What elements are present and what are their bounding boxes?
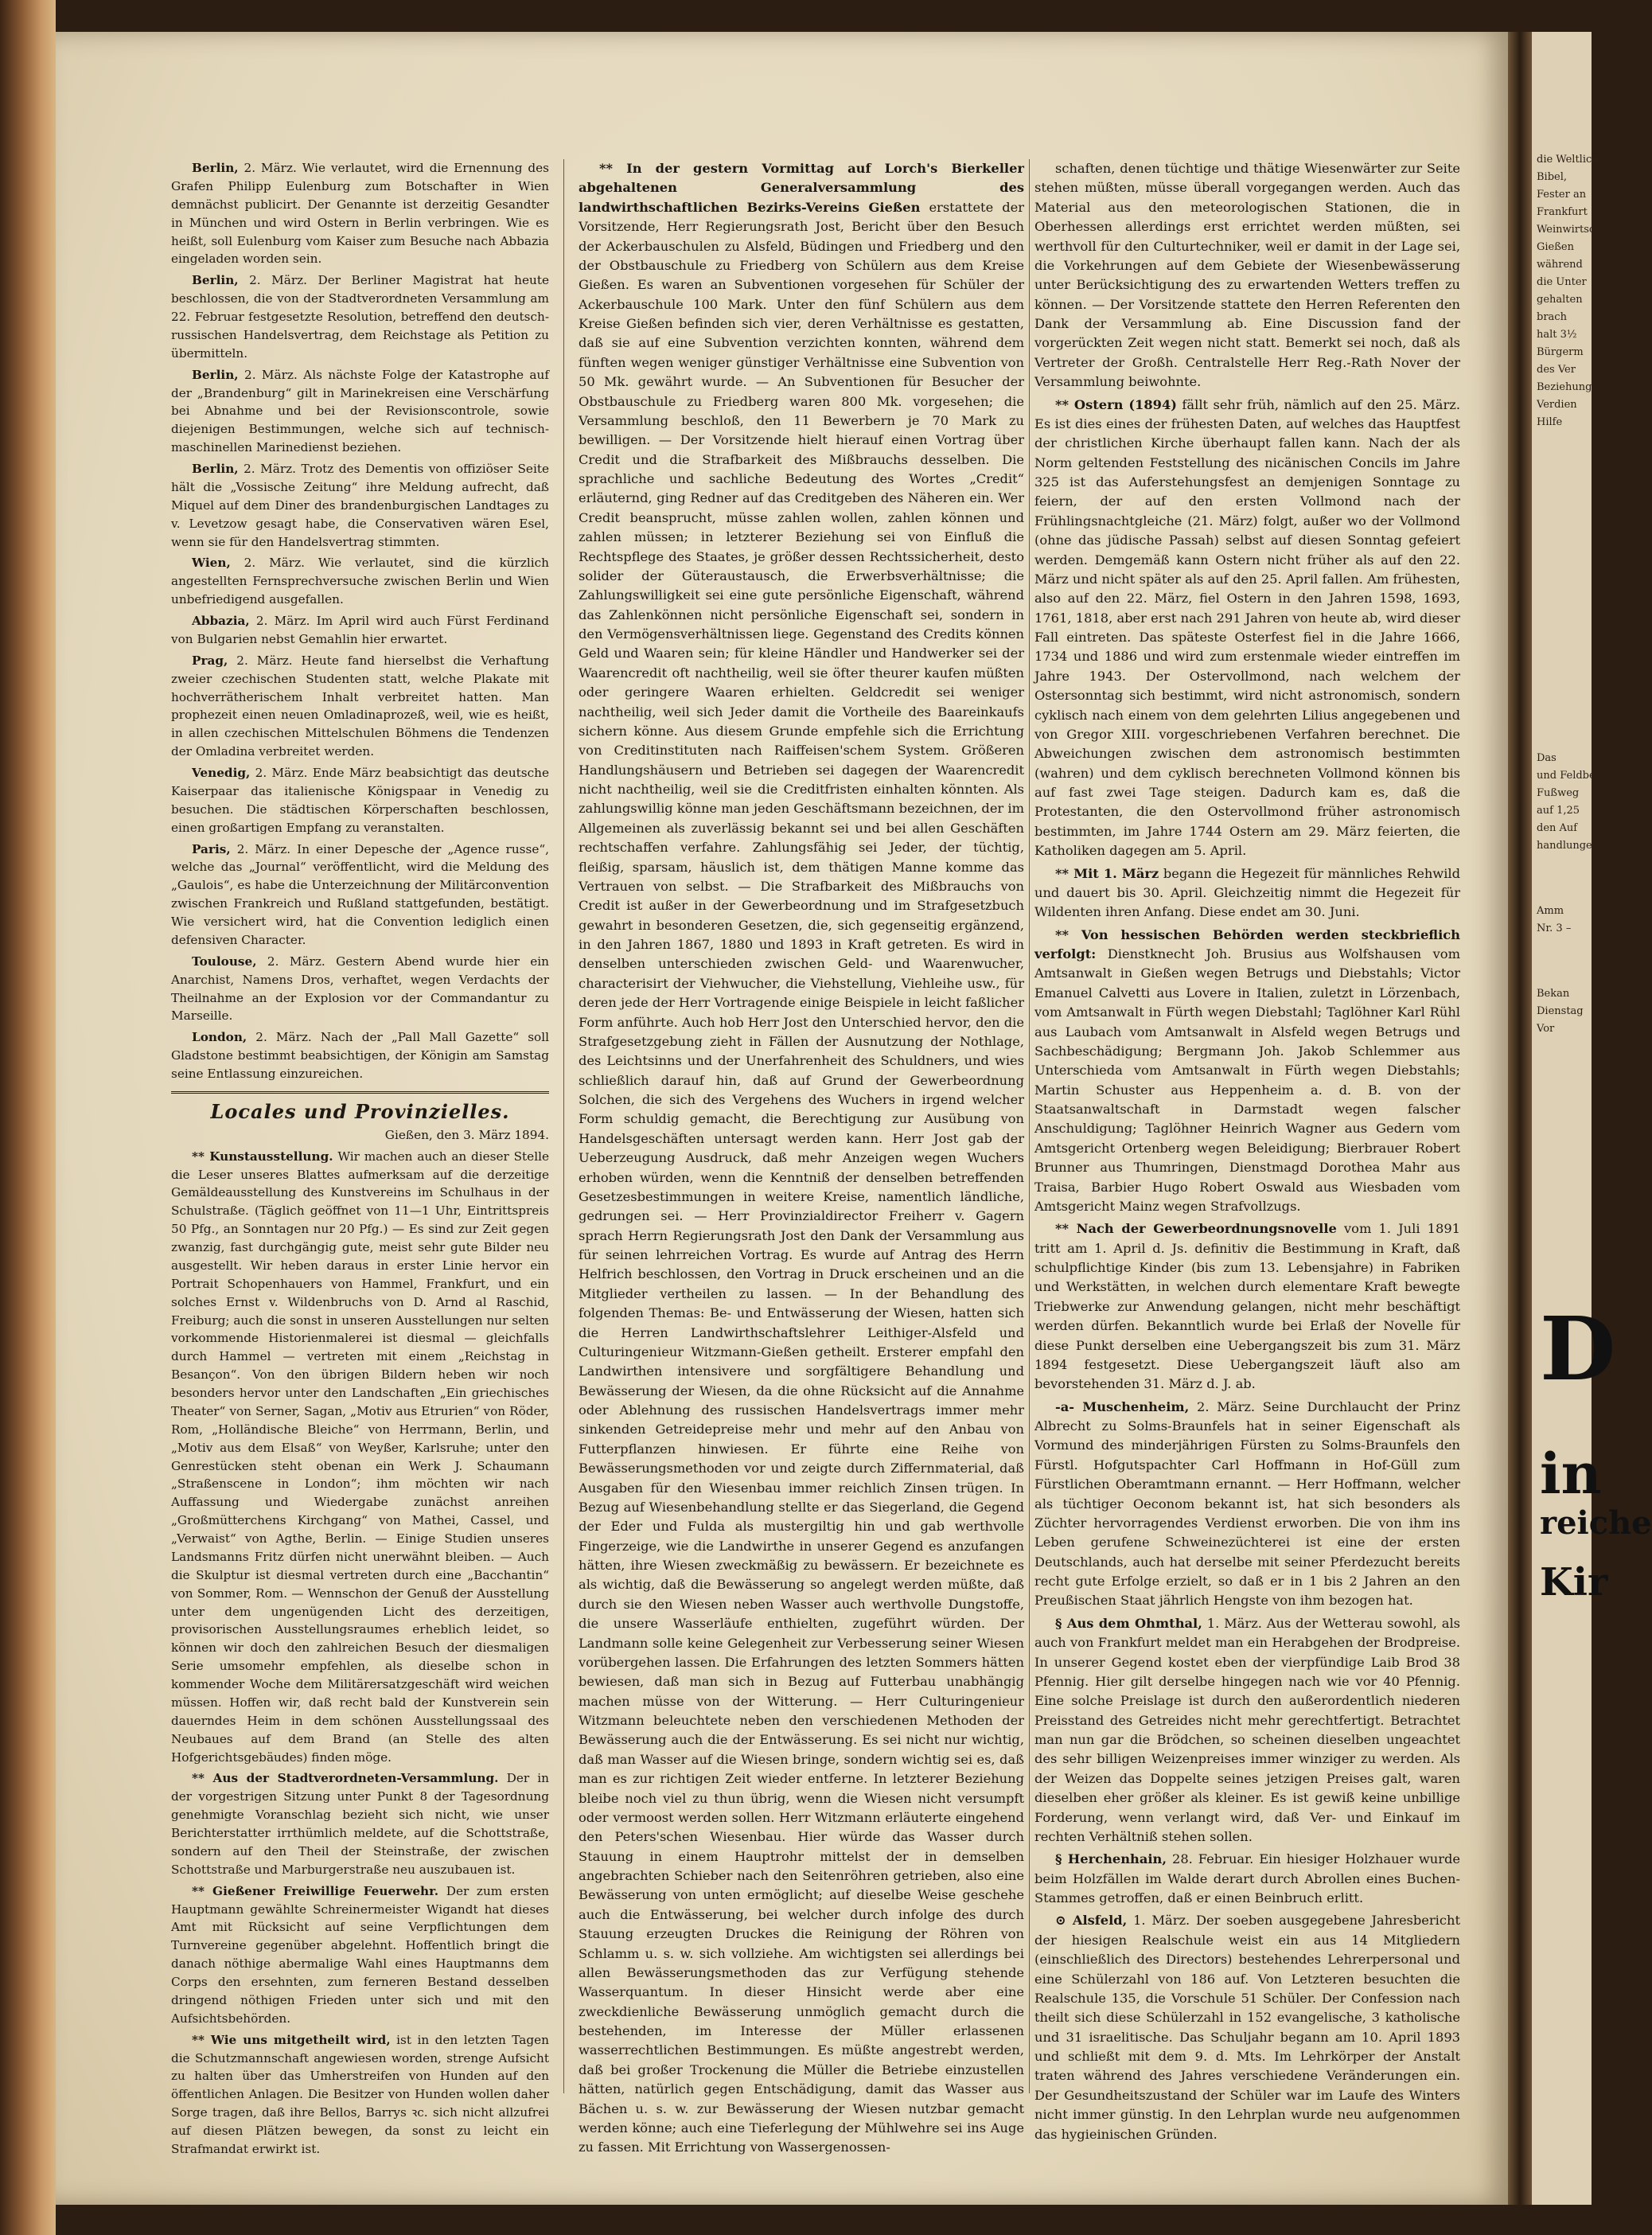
adjacent-page-line: brach xyxy=(1537,311,1567,323)
paragraph-text: Dienstknecht Joh. Brusius aus Wolfshausen vom Amtsanwalt in Gießen wegen Betrugs und Diebstahls; Victor Emanuel Calvetti aus Lovere in Italien, zuletzt in Lörzenbach, vom Amtsanwalt in Fürth wegen Diebstahl; Taglöhner Karl Rühl aus Laubach vom Amtsanwalt in Alsfeld wegen Betrugs und Sachbeschädigung; Bergmann Joh. Jakob Schlemmer aus Unterschieda vom Amtsanwalt in Fürth wegen Diebstahls; Martin Schuster aus Heppenheim a. d. B. von der Staatsanwaltschaft in Darmstadt wegen falscher Anschuldigung; Taglöhner Heinrich Wagner aus Gedern vom Amtsgericht Ortenberg wegen Beleidigung; Bierbrauer Robert Brunner aus Thumringen, Dienstmagd Dorothea Mahr aus Traisa, Barbier Hugo Robert Oswald aus Wiesbaden vom Amtsgericht Mainz wegen Strafvollzugs. xyxy=(1034,946,1460,1214)
adjacent-page-fragment xyxy=(1532,32,1652,2205)
adjacent-page-line: die Weltlich xyxy=(1537,154,1599,166)
paragraph-text: 2. März. Der Berliner Magistrat hat heute beschlossen, die von der Stadtverordneten Versammlung am 22. Februar festgesetzte Resolution, betreffend den deutsch-russischen Handelsvertrag, dem Reichstage als Petition zu übermitteln. xyxy=(171,273,549,361)
adjacent-page-line: Bekan xyxy=(1537,988,1570,1000)
paragraph-text: 1. März. Der soeben ausgegebene Jahresbericht der hiesigen Realschule weist ein aus 14 Mitgliedern (einschließlich des Directors) bestehendes Lehrerpersonal und eine Schülerzahl von 186 auf. Von Letzteren besuchten die Realschule 135, die Vorschule 51 Schüler. Der Confession nach theilt sich diese Schülerzahl in 152 evangelische, 3 katholische und 31 israelitische. Das Schuljahr begann am 10. April 1893 und schließt mit dem 9. d. Mts. Im Lehrkörper der Anstalt traten während des Jahres verschiedene Veränderungen ein. Der Gesundheitszustand der Schüler war im Laufe des Winters nicht immer günstig. In den Lehrplan wurde neu aufgenommen das hygieinischen Gründen. xyxy=(1034,1913,1460,2142)
adjacent-page-line: Dienstag xyxy=(1537,1005,1584,1017)
paragraph xyxy=(171,1882,549,2028)
article-body xyxy=(1034,159,1460,2144)
paragraph-text: erstattete der Vorsitzende, Herr Regierungsrath Jost, Bericht über den Besuch der Ackerbauschulen zu Alsfeld, Büdingen und Friedberg und den der Obstbauschule zu Friedberg von Schülern aus dem Kreise Gießen. Es waren an Subventionen vorgesehen für Schüler der Ackerbauschule 100 Mark. Unter den fünf Schülern aus dem Kreise Gießen befinden sich vier, deren Verhältnisse es gestatten, daß sie auf eine Subvention verzichten konnten, während dem fünften wegen weniger günstiger Verhältnisse eine Subvention von 50 Mk. gewährt wurde. — An Subventionen für Besucher der Obstbauschule zu Friedberg waren 800 Mk. vorgesehen; die Versammlung beschloß, den 11 Bewerbern je 70 Mark zu bewilligen. — Der Vorsitzende hielt hierauf einen Vortrag über Credit und die Strafbarkeit des Mißbrauchs desselben. Die sprachliche und sachliche Bedeutung des Wortes „Credit“ erläuternd, ging Redner auf das Creditgeben des Näheren ein. Wer Credit beansprucht, müsse zahlen wollen, zahlen können und zahlen müssen; in letzterer Beziehung sei von Einfluß die Rechtspflege des Staates, je größer dessen Rechtssicherheit, desto solider der Güteraustausch, die Erwerbsverhältnisse; die Zahlungswilligkeit sei eine gute persönliche Eigenschaft, während das Zahlenkönnen nicht persönliche Eigenschaft sei, sondern in den Vermögensverhältnissen liege. Gegenstand des Credits können Geld und Waaren sein; für kleine Händler und Handwerker sei der Waarencredit oft nachtheilig, weil sie öfter theurer kaufen müßten oder geringere Waaren erhielten. Geldcredit sei weniger nachtheilig, weil sich Jeder damit die Vortheile des Baareinkaufs sichern könne. Aus diesem Grunde empfehle sich die Errichtung von Creditinstituten nach Raiffeisen'schem System. Größeren Handlungshäusern und Betrieben sei dagegen der Waarencredit nicht nachtheilig, weil sie die Creditfristen einhalten könnten. Als zahlungswillig könne man jeden Geschäftsmann bezeichnen, der im Allgemeinen als zuverlässig bekannt sei und bei allen Geschäften rechtschaffen verfahre. Zahlungsfähig sei Jeder, der tüchtig, fleißig, sparsam, häuslich ist, dem thätigen Manne komme das Vertrauen von selbst. — Die Strafbarkeit des Mißbrauchs von Credit ist außer in der Gewerbeordnung und im Strafgesetzbuch gewahrt in besonderen Gesetzen, die, sich gegenseitig ergänzend, in den Jahren 1867, 1880 und 1893 in Kraft getreten. Es wird in denselben unterschieden zwischen Geld- und Waarenwucher, characterisirt der Viehwucher, die Viehstellung, Viehleihe usw., für deren jede der Herr Vortragende einige Beispiele in leicht faßlicher Form anführte. Auch hob Herr Jost den Unterschied hervor, den die Strafgesetzgebung zieht in Fällen der Ausnutzung der Nothlage, des Leichtsinns und der Unerfahrenheit des Schuldners, und wies schließlich darauf hin, daß auf Grund der Gewerbeordnung Solchen, die sich des Vergehens des Wuchers in irgend welcher Form schuldig gemacht, die Berechtigung zur Ausübung von Handelsgeschäften untersagt werden kann. Herr Jost gab der Ueberzeugung Ausdruck, daß mehr Anzeigen wegen Wuchers erhoben würden, wenn die Kenntniß der denselben betreffenden Gesetzesbestimmungen in weitere Kreise, namentlich ländliche, gedrungen sei. — Herr Provinzialdirector Freiherr v. Gagern sprach Herrn Regierungsrath Jost den Dank der Versammlung aus für seinen lehrreichen Vortrag. Es wurde auf Antrag des Herrn Helfrich beschlossen, den Vortrag in Druck erscheinen und an die Mitglieder vertheilen zu lassen. — In der Behandlung des folgenden Themas: Be- und Entwässerung der Wiesen, hatten sich die Herren Landwirthschaftslehrer Leithiger-Alsfeld und Culturingenieur Witzmann-Gießen getheilt. Ersterer empfahl den Landwirthen intensivere und sorgfältigere Behandlung und Bewässerung der Wiesen, da die ohne Rücksicht auf die Annahme oder Ablehnung des russischen Handelsvertrags immer mehr sinkenden Getreidepreise mehr und mehr auf den Anbau von Futterpflanzen hinwiesen. Er führte eine Reihe von Bewässerungsmethoden vor und zeigte durch Ziffernmaterial, daß Ausgaben für den Wiesenbau immer reichlich Zinsen trügen. In Bezug auf Wiesenbehandlung stellte er das Siegerland, die Gegend der Eder und Fulda als mustergiltig hin und gab werthvolle Fingerzeige, wie die Landwirthe in unserer Gegend es anzufangen hätten, ihre Wiesen zweckmäßig zu bewässern. Er bezeichnete es als wichtig, daß die Bewässerung so angelegt werden müßte, daß durch sie den Wiesen neben Wasser auch werthvolle Dungstoffe, die unsere Wasserläufe enthielten, zugeführt würden. Der Landmann solle keine Gelegenheit zur Verbesserung seiner Wiesen vorübergehen lassen. Die Erfahrungen des letzten Sommers hätten bewiesen, daß man sich in Bezug auf Futterbau unabhängig machen müsse von der Witterung. — Herr Culturingenieur Witzmann beleuchtete neben den verschiedenen Methoden der Bewässerung auch die der Entwässerung. Es sei nicht nur wichtig, daß man Wasser auf die Wiesen bringe, sondern wichtig sei es, daß man es zur richtigen Zeit wieder entferne. In letzterer Beziehung bleibe noch viel zu thun übrig, wenn die Wiesen nicht versumpft oder vermoost werden sollen. Herr Witzmann erläuterte eingehend den Peters'schen Wiesenbau. Hier würde das Wasser durch Stauung in einem Hauptrohr mittelst der in demselben angebrachten Schieber nach den Seitenröhren getrieben, also eine Bewässerung von unten ermöglicht; auf dieselbe Weise geschehe auch die Entwässerung, bei welcher durch infolge des durch Stauung erzeugten Druckes die Reinigung der Röhren von Schlamm u. s. w. sich vollziehe. Am wichtigsten sei allerdings bei allen Bewässerungsmethoden das zur Verfügung stehende Wasserquantum. In dieser Hinsicht werde aber eine zweckdienliche Bewässerung unmöglich gemacht durch die bestehenden, im Interesse der Müller erlassenen wasserrechtlichen Bestimmungen. Es müßte angestrebt werden, daß bei großer Trockenung die Müller die Betriebe einzustellen hätten, natürlich gegen Entschädigung, damit das Wasser aus Bächen u. s. w. zur Bewässerung der Wiesen nutzbar gemacht werden könne; auch eine Tieferlegung der Mühlwehre sei ins Auge zu fassen. Mit Errichtung von Wassergenossen- xyxy=(579,199,1025,2155)
paragraph-lead: § Aus dem Ohmthal, xyxy=(1055,1615,1202,1631)
adjacent-page-line: gehalten xyxy=(1537,294,1583,306)
paragraph-lead: ** Wie uns mitgetheilt wird, xyxy=(192,2032,391,2047)
dateline: Gießen, den 3. März 1894. xyxy=(384,1127,549,1142)
adjacent-page-line: Amm xyxy=(1537,905,1564,917)
adjacent-page-line: halt 3½ xyxy=(1537,329,1577,341)
paragraph-text: 2. März. Nach der „Pall Mall Gazette“ soll Gladstone bestimmt beabsichtigen, der Königin am Samstag seine Entlassung einzureichen. xyxy=(171,1030,549,1081)
column-divider xyxy=(1029,159,1030,2093)
paragraph-text: 2. März. Trotz des Dementis von offiziöser Seite hält die „Vossische Zeitung“ ihre Meldung aufrecht, daß Miquel auf dem Diner des brandenburgischen Landtages zu v. Levetzow gesagt habe, die Conservativen wären Esel, wenn sie für den Handelsvertrag stimmten. xyxy=(171,462,549,549)
adjacent-page-line: Verdien xyxy=(1537,399,1577,411)
paragraph xyxy=(171,159,549,268)
paragraph xyxy=(1034,1614,1460,1847)
adjacent-page-line: während xyxy=(1537,259,1583,271)
paragraph xyxy=(171,1148,549,1767)
paragraph xyxy=(1034,159,1460,392)
paragraph-lead: Paris, xyxy=(192,841,231,856)
paragraph xyxy=(171,2031,549,2159)
paragraph-text: Der in der vorgestrigen Sitzung unter Punkt 8 der Tagesordnung genehmigte Voranschlag bezieht sich nicht, wie unser Berichterstatter irrthümlich meldete, auf die Schottstraße, sondern auf den Theil der Steinstraße, der zwischen Schottstraße und Marburgerstraße neu auszubauen ist. xyxy=(171,1771,549,1877)
adjacent-page-line: den Auf xyxy=(1537,822,1578,834)
paragraph xyxy=(171,841,549,950)
paragraph-lead: ** Ostern (1894) xyxy=(1055,396,1177,412)
paragraph-lead: Berlin, xyxy=(192,161,239,175)
paragraph-text: fällt sehr früh, nämlich auf den 25. März. Es ist dies eines der frühesten Daten, auf welches das Hauptfest der christlichen Kirche überhaupt fallen kann. Nach der als Norm geltenden Feststellung des nicänischen Concils im Jahre 325 ist das Auferstehungsfest an demjenigen Sonntage zu feiern, der auf den ersten Vollmond nach der Frühlingsnachtgleiche (21. März) folgt, außer wo der Vollmond (ohne das jüdische Passah) selbst auf diesen Sonntag gefeiert werden. Demgemäß kann Ostern nicht früher als auf den 22. März und nicht später als auf den 25. April fallen. Am frühesten, also auf den 22. März, fiel Ostern in den Jahren 1598, 1693, 1761, 1818, aber erst nach 291 Jahren von heute ab, wird dieser Fall eintreten. Das späteste Osterfest fiel in die Jahre 1666, 1734 und 1886 und wird zum erstenmale wieder eintreffen im Jahre 1943. Der Ostervollmond, nach welchem der Ostersonntag sich bestimmt, wird nicht astronomisch, sondern cyklisch nach einem von dem gelehrten Lilius angegebenen und von Gregor XIII. vorgeschriebenen Verfahren berechnet. Die Abweichungen zwischen dem astronomisch bestimmten (wahren) und dem cyklisch berechneten Vollmond können bis auf fast zwei Tage steigen. Dadurch kam es, daß die Protestanten, die den Ostervollmond früher astronomisch bestimmten, im Jahre 1744 Ostern am 29. März feierten, die Katholiken dagegen am 5. April. xyxy=(1034,396,1460,859)
paragraph-text: 2. März. Ende März beabsichtigt das deutsche Kaiserpaar das italienische Königspaar in Venedig zu besuchen. Die städtischen Körperschaften beschlossen, einen großartigen Empfang zu veranstalten. xyxy=(171,766,549,835)
paragraph xyxy=(1034,1398,1460,1611)
paragraph-lead: Venedig, xyxy=(192,766,251,780)
paragraph-text: ist in den letzten Tagen die Schutzmannschaft angewiesen worden, strenge Aufsicht zu halten über das Umherstreifen von Hunden auf den öffentlichen Anlagen. Die Besitzer von Hunden wollen daher Sorge tragen, daß ihre Bellos, Barrys ꝛc. sich nicht allzufrei auf diesen Plätzen bewegen, da sonst zu leicht ein Strafmandat erwirkt ist. xyxy=(171,2032,549,2156)
paragraph xyxy=(171,953,549,1026)
adjacent-page-headline-3: reiche xyxy=(1540,1504,1652,1542)
paragraph-lead: Prag, xyxy=(192,653,228,668)
column-2 xyxy=(579,159,1024,2158)
paragraph-text: 2. März. Wie verlautet, wird die Ernennung des Grafen Philipp Eulenburg zum Botschafter in Wien demnächst publicirt. Der Genannte ist derzeitig Gesandter in München und wird Ostern in Berlin verbringen. Wie es heißt, soll Eulenburg vom Kaiser zum Besuche nach Abbazia eingeladen worden sein. xyxy=(171,161,549,267)
paragraph xyxy=(171,271,549,362)
adjacent-page-text xyxy=(1537,151,1602,1038)
paragraph-text: begann die Hegezeit für männliches Rehwild und dauert bis 30. April. Gleichzeitig nimmt die Hegezeit für Wildenten ihren Anfang. Diese endet am 30. Juni. xyxy=(1034,865,1461,920)
adjacent-page-headline-4: Kir xyxy=(1540,1560,1608,1605)
paragraph-lead: ** In der gestern Vormittag auf Lorch's Bierkeller abgehaltenen Generalversammlung des landwirthschaftlichen Bezirks-Vereins Gießen xyxy=(579,161,1024,215)
paragraph xyxy=(1034,926,1460,1217)
column-divider xyxy=(563,159,564,2093)
adjacent-page-line: des Ver xyxy=(1537,364,1576,376)
adjacent-page-headline-2: in xyxy=(1540,1441,1602,1507)
paragraph-text: 2. März. Im April wird auch Fürst Ferdinand von Bulgarien nebst Gemahlin hier erwartet. xyxy=(171,614,549,646)
paragraph-lead: ⊙ Alsfeld, xyxy=(1055,1913,1128,1929)
paragraph-text: vom 1. Juli 1891 tritt am 1. April d. Js. definitiv die Bestimmung in Kraft, daß schulpflichtige Kinder (bis zum 13. Lebensjahre) in Fabriken und Werkstätten, in welchen durch elementare Kraft bewegte Triebwerke zur Anwendung gelangen, nicht mehr beschäftigt werden dürfen. Bekanntlich wurde bei Erlaß der Novelle für diese Punkt derselben eine Uebergangszeit bis zum 31. März 1894 festgesetzt. Diese Uebergangszeit läuft also am bevorstehenden 31. März d. J. ab. xyxy=(1034,1221,1460,1392)
adjacent-page-line: handlunge xyxy=(1537,840,1592,852)
adjacent-page-line: Gießen xyxy=(1537,241,1574,253)
paragraph-text: 2. März. Als nächste Folge der Katastrophe auf der „Brandenburg“ gilt in Marinekreisen eine Verschärfung bei Abnahme und bei der Revisionscontrole, sowie diejenigen Bestimmungen, welche sich auf technisch-maschinellen Marinedienst beziehen. xyxy=(171,367,549,455)
paragraph-lead: ** Kunstausstellung. xyxy=(192,1149,333,1164)
paragraph-text: 2. März. Heute fand hierselbst die Verhaftung zweier czechischen Studenten statt, welche Plakate mit hochverrätherischem Inhalt verbreitet hatten. Man prophezeit einen neuen Omladinaprozeß, weil, wie es heißt, in allen czechischen Mittelschulen Böhmens die Tendenzen der Omladina verbreitet werden. xyxy=(171,653,549,759)
paragraph-lead: ** Gießener Freiwillige Feuerwehr. xyxy=(192,1883,439,1898)
book-gutter xyxy=(1508,32,1532,2205)
adjacent-page-line: und Feldbe xyxy=(1537,770,1596,782)
paragraph-lead: Berlin, xyxy=(192,367,239,382)
paragraph xyxy=(171,554,549,609)
paragraph-lead: -a- Muschenheim, xyxy=(1055,1398,1190,1414)
section-heading: Locales und Provinzielles. xyxy=(210,1099,510,1123)
paragraph xyxy=(171,612,549,649)
adjacent-page-line: Bürgerm xyxy=(1537,346,1584,358)
adjacent-page-line: die Unter xyxy=(1537,276,1587,288)
paragraph xyxy=(1034,1911,1460,2144)
paragraph-lead: London, xyxy=(192,1030,247,1045)
paragraph-text: Wir machen auch an dieser Stelle die Leser unseres Blattes aufmerksam auf die derzeitige Gemäldeausstellung des Kunstvereins im Schulhaus in der Schulstraße. (Täglich geöffnet von 11—1 Uhr, Eintrittspreis 50 Pfg., an Sonntagen nur 20 Pfg.) — Es sind zur Zeit gegen zwanzig, fast durchgängig gute, meist sehr gute Bilder neu ausgestellt. Wir heben daraus in erster Linie hervor ein Portrait Schopenhauers von Hammel, Frankfurt, und ein solches Ernst v. Wildenbruchs von D. Arnd al Raschid, Freiburg; auch die sonst in unseren Ausstellungen nur selten vorkommende Historienmalerei ist diesmal — gleichfalls durch Hammel — vertreten mit einem „Reichstag in Besançon“. Von den übrigen Bildern heben wir noch besonders hervor unter den Landschaften „Ein griechisches Theater“ von Serner, Sagan, „Motiv aus Etrurien“ von Röder, Rom, „Holländische Bleiche“ von Herrmann, Berlin, und „Motiv aus dem Elsaß“ von Weyßer, Karlsruhe; unter den Genrestücken steht obenan ein Werk J. Schaumann „Straßenscene in London“; ihm möchten wir nach Auffassung und Wiedergabe zunächst anreihen „Großmütterchens Kirchgang“ von Mathei, Cassel, und „Verwaist“ von Agthe, Berlin. — Einige Studien unseres Landsmanns Fritz dürfen nicht unerwähnt bleiben. — Auch die Skulptur ist diesmal vertreten durch eine „Bacchantin“ von Sommer, Rom. — Wennschon der Genuß der Ausstellung unter dem ungenügenden Licht des derzeitigen, provisorischen Ausstellungsraumes erheblich leidet, so können wir doch den zahlreichen Besuch der diesmaligen Serie umsomehr empfehlen, als dieselbe schon in kommender Woche dem Militärersatzgeschäft wird weichen müssen. Hoffen wir, daß recht bald der Kunstverein sein dauerndes Heim in dem schönen Ausstellungssaal des Neubaues auf dem Brand (an Stelle des alten Hofgerichtsgebäudes) finden möge. xyxy=(171,1149,549,1765)
paragraph xyxy=(171,652,549,761)
paragraph-lead: § Herchenhain, xyxy=(1055,1851,1167,1867)
adjacent-page-line: Das xyxy=(1537,752,1557,764)
paragraph-lead: ** Aus der Stadtverordneten-Versammlung. xyxy=(192,1771,499,1786)
paragraph-text: 2. März. Gestern Abend wurde hier ein Anarchist, Namens Dros, verhaftet, wegen Verdachts der Theilnahme an der Explosion vor der Commandantur zu Marseille. xyxy=(171,954,549,1024)
paragraph-text: Der zum ersten Hauptmann gewählte Schreinermeister Wigandt hat dieses Amt mit Rücksicht auf seine Verpflichtungen dem Turnvereine gegenüber abgelehnt. Hoffentlich bringt die danach nöthige abermalige Wahl eines Hauptmanns dem Corps den ersehnten, zum ferneren Bestand desselben dringend nöthigen Frieden unter sich und mit den Aufsichtsbehörden. xyxy=(171,1883,549,2026)
paragraph-lead: Abbazia, xyxy=(192,614,250,628)
paragraph xyxy=(1034,1219,1460,1394)
paragraph xyxy=(579,159,1024,2158)
paragraph-lead: Berlin, xyxy=(192,273,239,288)
paragraph-text: 28. Februar. Ein hiesiger Holzhauer wurde beim Holzfällen im Walde derart durch Abrollen eines Buchen-Stammes getroffen, daß er einen Beinbruch erlitt. xyxy=(1034,1851,1461,1905)
paragraph xyxy=(1034,396,1460,861)
paragraph-lead: ** Nach der Gewerbeordnungsnovelle xyxy=(1055,1221,1337,1237)
paragraph-text: schaften, denen tüchtige und thätige Wiesenwärter zur Seite stehen müßten, müsse überall vorgegangen werden. Auch das Material aus den meteorologischen Stationen, die in Oberhessen allerdings erst errichtet werden müßten, sei werthvoll für den Culturtechniker, weil er damit in der Lage sei, die Vorkehrungen auf dem Gebiete der Wiesenbewässerung unter Berücksichtigung des zu erwartenden Wetters treffen zu können. — Der Vorsitzende stattete den Herren Referenten den Dank der Versammlung ab. Eine Discussion fand der vorgerückten Zeit wegen nicht statt. Bemerkt sei noch, daß als Vertreter der Großh. Centralstelle Herr Reg.-Rath Nover der Versammlung beiwohnte. xyxy=(1034,161,1460,390)
book-spine-edge xyxy=(0,0,56,2235)
adjacent-page-line: Fester an xyxy=(1537,189,1587,201)
paragraph xyxy=(171,1028,549,1083)
section-rule xyxy=(171,1091,549,1094)
adjacent-page-line: Nr. 3 – xyxy=(1537,922,1572,934)
paragraph-lead: Toulouse, xyxy=(192,954,257,969)
paragraph xyxy=(171,366,549,457)
paragraph xyxy=(171,764,549,837)
adjacent-page-line: Fußweg xyxy=(1537,787,1580,799)
paragraph-text: 2. März. Seine Durchlaucht der Prinz Albrecht zu Solms-Braunfels hat in seiner Eigenschaft als Vormund des minderjährigen Fürsten zu Solms-Braunfels den Fürstl. Hofgutspachter Carl Hoffmann in Hof-Güll zum Fürstlichen Oberamtmann ernannt. — Herr Hoffmann, welcher als tüchtiger Oeconom bekannt ist, hat sich besonders als Züchter hervorragendes Verdienst erworben. Die von ihm ins Leben gerufene Schweinezüchterei ist eine der ersten Deutschlands, auch hat derselbe mit seiner Pferdezucht bereits recht gute Erfolge erzielt, so daß er in 1 bis 2 Jahren an den Preußischen Staat jährlich Hengste von ihm bezogen hat. xyxy=(1034,1398,1461,1609)
paragraph-text: 2. März. In einer Depesche der „Agence russe“, welche das „Journal“ veröffentlicht, wird die Meldung des „Gaulois“, es habe die Unterzeichnung der Militärconvention zwischen Frankreich und Rußland stattgefunden, bestätigt. Wie versichert wird, hat die Convention lediglich einen defensiven Character. xyxy=(171,841,549,947)
adjacent-page-headline-1: D xyxy=(1540,1297,1616,1400)
paragraph xyxy=(1034,1850,1460,1908)
adjacent-page-line: Beziehung xyxy=(1537,381,1592,393)
paragraph-lead: ** Mit 1. März xyxy=(1055,865,1159,881)
adjacent-page-line: Frankfurt xyxy=(1537,206,1588,218)
adjacent-page-line: auf 1,25 xyxy=(1537,805,1580,817)
column-1 xyxy=(171,159,549,2159)
local-news xyxy=(171,1148,549,2159)
paragraph-lead: Wien, xyxy=(192,556,231,571)
paragraph xyxy=(171,460,549,551)
adjacent-page-line: Vor xyxy=(1537,1023,1555,1035)
column-3 xyxy=(1034,159,1460,2144)
paragraph-lead: ** Von hessischen Behörden werden steckbrieflich verfolgt: xyxy=(1034,926,1460,961)
adjacent-page-line: Weinwirtsch xyxy=(1537,224,1602,236)
paragraph xyxy=(171,1769,549,1878)
paragraph xyxy=(1034,864,1460,922)
paragraph-text: 1. März. Aus der Wetterau sowohl, als auch von Frankfurt meldet man ein Herabgehen der Brodpreise. In unserer Gegend kostet eben der vierpfündige Laib Brod 38 Pfennig. Hier gilt derselbe hingegen nach wie vor 40 Pfennig. Eine solche Preislage ist durch den außerordentlich niederen Preisstand des Getreides nicht mehr gerechtfertigt. Betrachtet man nun gar die Brödchen, so scheinen dieselben ungeachtet des sehr billigen Weizenpreises immer winziger zu werden. Als der Weizen das Doppelte seines jetzigen Preises galt, waren dieselben eher größer als kleiner. Es ist gewiß keine unbillige Forderung, wenn verlangt wird, daß Ver- und Einkauf im rechten Verhältniß stehen sollen. xyxy=(1034,1615,1461,1844)
paragraph-lead: Berlin, xyxy=(192,462,239,476)
news-dispatches xyxy=(171,159,549,1083)
adjacent-page-line: Hilfe xyxy=(1537,416,1563,428)
adjacent-page-line: Bibel, xyxy=(1537,171,1568,183)
article-body xyxy=(579,159,1024,2158)
paragraph-text: 2. März. Wie verlautet, sind die kürzlich angestellten Fernsprechversuche zwischen Berlin und Wien unbefriedigend ausgefallen. xyxy=(171,556,549,607)
